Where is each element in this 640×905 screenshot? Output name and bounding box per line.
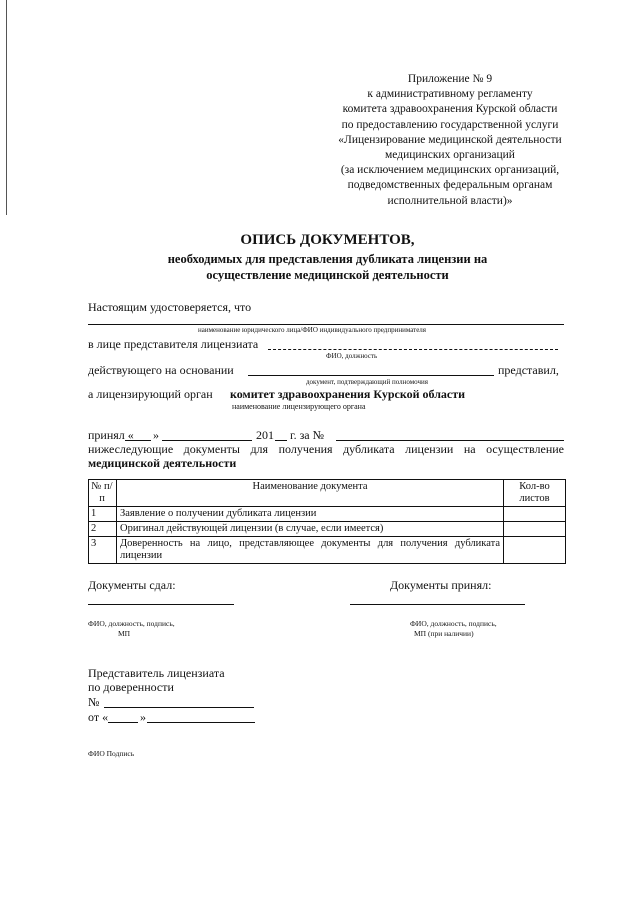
authority-document-field[interactable]: [248, 375, 494, 376]
received-label: Документы принял:: [390, 578, 492, 592]
accepted-month-field[interactable]: [162, 440, 252, 441]
document-subtitle: [90, 252, 565, 283]
appendix-line: (за исключением медицинских организаций,: [340, 164, 560, 177]
accepted-day-field[interactable]: [125, 440, 151, 441]
proxy-day-field[interactable]: [108, 722, 138, 723]
received-signature-field[interactable]: [350, 604, 525, 605]
table-row: [89, 537, 566, 564]
hint-licensee-name: наименование юридического лица/ФИО индивидуального предпринимателя: [198, 326, 427, 334]
proxy-number-label: №: [88, 695, 100, 709]
row-doc-name: Доверенность на лицо, представляющее документы для получения дубликата лицензии: [117, 537, 504, 564]
document-title: ОПИСЬ ДОКУМЕНТОВ,: [240, 232, 415, 248]
row-num: 2: [89, 522, 117, 537]
hint-licensing-authority: наименование лицензирующего органа: [232, 402, 366, 411]
footer-fio-signature: ФИО Подпись: [88, 749, 135, 758]
row-sheets[interactable]: [504, 522, 566, 537]
table-row: [89, 507, 566, 522]
appendix-line: по предоставлению государственной услуги: [341, 118, 559, 131]
licensing-authority-label: а лицензирующий орган: [88, 387, 213, 401]
appendix-line: медицинских организаций: [385, 149, 515, 162]
appendix-line: Приложение № 9: [407, 73, 493, 85]
proxy-date-quote: »: [140, 710, 146, 724]
representative-label: в лице представителя лицензиата: [88, 337, 259, 351]
accepted-year-suffix: г. за №: [290, 428, 325, 442]
hint-fio-position: ФИО, должность: [326, 352, 378, 360]
representative-title: Представитель лицензиата: [88, 666, 225, 680]
submitted-label: Документы сдал:: [88, 578, 176, 592]
row-num: 1: [89, 507, 117, 522]
header-sheets: Кол-во листов: [504, 480, 566, 507]
accepted-number-field[interactable]: [336, 440, 564, 441]
submitted-hint-mp: МП: [118, 629, 131, 638]
documents-table: [88, 479, 566, 564]
table-row: [89, 522, 566, 537]
licensing-authority-value: комитет здравоохранения Курской области: [230, 387, 466, 401]
received-hint-mp: МП (при наличии): [414, 629, 474, 638]
row-sheets[interactable]: [504, 507, 566, 522]
submitted-hint: ФИО, должность, подпись,: [88, 619, 175, 628]
acting-basis-label: действующего на основании: [88, 363, 234, 377]
appendix-line: «Лицензирование медицинской деятельности: [338, 133, 562, 146]
by-proxy-label: по доверенности: [88, 680, 174, 694]
appendix-line: комитета здравоохранения Курской области: [342, 103, 558, 116]
following-docs-line: нижеследующие документы для получения дубликата лицензии на осуществление: [88, 442, 564, 456]
following-docs-line-2: медицинской деятельности: [88, 456, 237, 470]
row-doc-name: Заявление о получении дубликата лицензии: [117, 507, 504, 522]
accepted-year-field[interactable]: [275, 440, 287, 441]
page-edge-line: [6, 0, 7, 215]
accepted-prefix: принял «: [88, 428, 134, 442]
certify-text: Настоящим удостоверяется, что: [88, 300, 252, 314]
proxy-date-prefix: от «: [88, 710, 109, 724]
following-docs-text: [88, 442, 564, 456]
accepted-quote: »: [153, 428, 159, 442]
submitted-signature-field[interactable]: [88, 604, 234, 605]
row-num: 3: [89, 537, 117, 564]
appendix-block: [300, 72, 600, 209]
accepted-year-prefix: 201: [256, 428, 274, 442]
presented-text: представил,: [498, 363, 559, 377]
appendix-line: к административному регламенту: [367, 88, 533, 101]
subtitle-line: необходимых для представления дубликата лицензии на: [167, 252, 488, 266]
table-header-row: [89, 480, 566, 507]
appendix-line: подведомственных федеральным органам: [347, 179, 553, 192]
header-doc-name: Наименование документа: [117, 480, 504, 507]
proxy-month-field[interactable]: [147, 722, 255, 723]
licensee-name-field[interactable]: [88, 324, 564, 325]
subtitle-line: осуществление медицинской деятельности: [206, 267, 449, 282]
hint-authority-document: документ, подтверждающий полномочия: [306, 378, 428, 386]
row-doc-name: Оригинал действующей лицензии (в случае, если имеется): [117, 522, 504, 537]
appendix-line: исполнительной власти)»: [387, 194, 513, 207]
header-num: № п/п: [89, 480, 117, 507]
received-hint: ФИО, должность, подпись,: [410, 619, 497, 628]
representative-field[interactable]: [268, 349, 558, 350]
row-sheets[interactable]: [504, 537, 566, 564]
proxy-number-field[interactable]: [104, 707, 254, 708]
